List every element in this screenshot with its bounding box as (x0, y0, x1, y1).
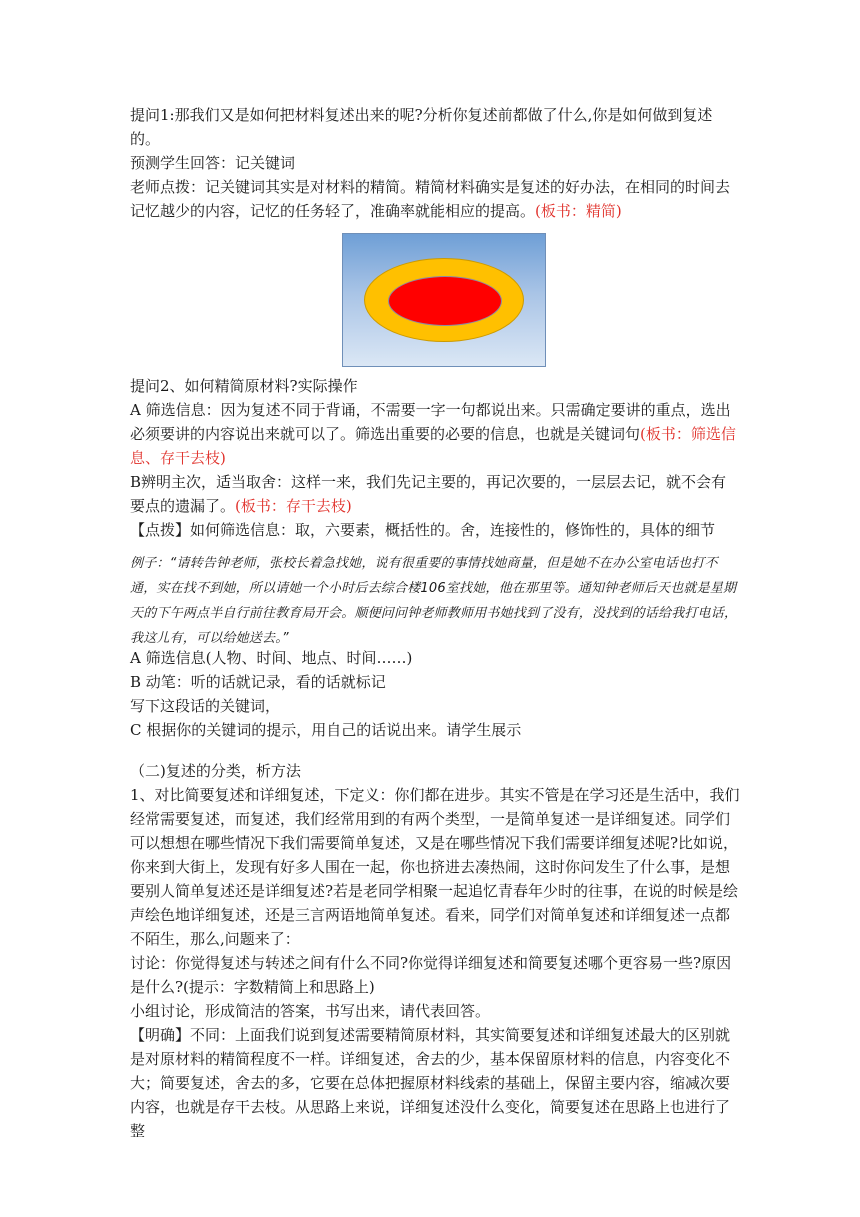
step-item: 写下这段话的关键词， (130, 697, 281, 715)
step-a-text: A 筛选信息：因为复述不同于背诵，不需要一字一句都说出来。只需确定要讲的重点，选出必须要讲的内容说出来就可以了。筛选出重要的必要的信息，也就是关键词句 (130, 401, 731, 443)
step-b-text: B辨明主次，适当取舍：这样一来，我们先记主要的，再记次要的，一层层去记，就不会有要点的遗漏了。 (130, 473, 727, 515)
part-two (130, 759, 740, 1143)
nested-ellipse-figure (342, 233, 546, 367)
question-2: 提问2、如何精简原材料?实际操作 (130, 377, 358, 395)
section-question-1 (130, 103, 740, 223)
example-text: 例子：“请转告钟老师，张校长着急找她，说有很重要的事情找她商量，但是她不在办公室电话也打不通，实在找不到她，所以请她一个小时后去综合楼106室找她，他在那里等。通知钟老师后天也就是星期天的下午两点半自行前往教育局开会。顺便问问钟老师教师用书她找到了没有，没找到的话给我打电话，我这儿有，可以给她送去。” (130, 556, 738, 646)
steps-list (130, 646, 740, 742)
question-1: 提问1:那我们又是如何把材料复述出来的呢?分析你复述前都做了什么,你是如何做到复述的。 (130, 106, 713, 148)
step-item: C 根据你的关键词的提示，用自己的话说出来。请学生展示 (130, 721, 522, 739)
step-a-filter (130, 398, 740, 470)
example-paragraph (130, 551, 740, 651)
part-two-clarify: 【明确】不同：上面我们说到复述需要精简原材料，其实简要复述和详细复述最大的区别就是对原材料的精简程度不一样。详细复述，舍去的少，基本保留原材料的信息，内容变化不大；简要复述，舍去的多，它要在总体把握原材料线索的基础上，保留主要内容，缩减次要内容，也就是存干去枝。从思路上来说，详细复述没什么变化，简要复述在思路上也进行了整 (130, 1026, 731, 1140)
step-b-distinguish (130, 470, 740, 518)
section-question-2 (130, 374, 740, 542)
step-item: B 动笔：听的话就记录，看的话就标记 (130, 673, 386, 691)
part-two-heading: （二)复述的分类，析方法 (130, 762, 301, 780)
part-two-paragraph-1: 1、对比简要复述和详细复述，下定义：你们都在进步。其实不管是在学习还是生活中，我们经常需要复述，而复述，我们经常用到的有两个类型，一是简单复述一是详细复述。同学们可以想想在哪些情况下我们需要简单复述，又是在哪些情况下我们需要详细复述呢?比如说，你来到大街上，发现有好多人围在一起，你也挤进去凑热闹，这时你问发生了什么事，是想要别人简单复述还是详细复述?若是老同学相聚一起追忆青春年少时的往事，在说的时候是绘声绘色地详细复述，还是三言两语地简单复述。看来，同学们对简单复述和详细复述一点都不陌生，那么,问题来了： (130, 786, 740, 948)
board-note-trunk: (板书：存干去枝) (235, 497, 352, 515)
teacher-guidance-text: 老师点拨：记关键词其实是对材料的精简。精简材料确实是复述的好办法，在相同的时间去记忆越少的内容，记忆的任务轻了，准确率就能相应的提高。 (130, 178, 731, 220)
part-two-discussion: 讨论：你觉得复述与转述之间有什么不同?你觉得详细复述和简要复述哪个更容易一些?原因是什么?(提示：字数精简上和思路上) (130, 954, 732, 996)
board-note-simplify: (板书：精简) (535, 202, 622, 220)
predicted-answer: 预测学生回答：记关键词 (130, 154, 296, 172)
board-note-filter: (板书：筛选信息、存干去枝) (130, 425, 736, 467)
inner-red-ellipse (388, 276, 502, 326)
part-two-group-task: 小组讨论，形成简洁的答案，书写出来，请代表回答。 (130, 1002, 491, 1020)
step-item: A 筛选信息(人物、时间、地点、时间……) (130, 649, 413, 667)
tip-paragraph: 【点拨】如何筛选信息：取，六要素，概括性的。舍，连接性的，修饰性的，具体的细节 (130, 521, 716, 539)
teacher-guidance (130, 175, 740, 223)
